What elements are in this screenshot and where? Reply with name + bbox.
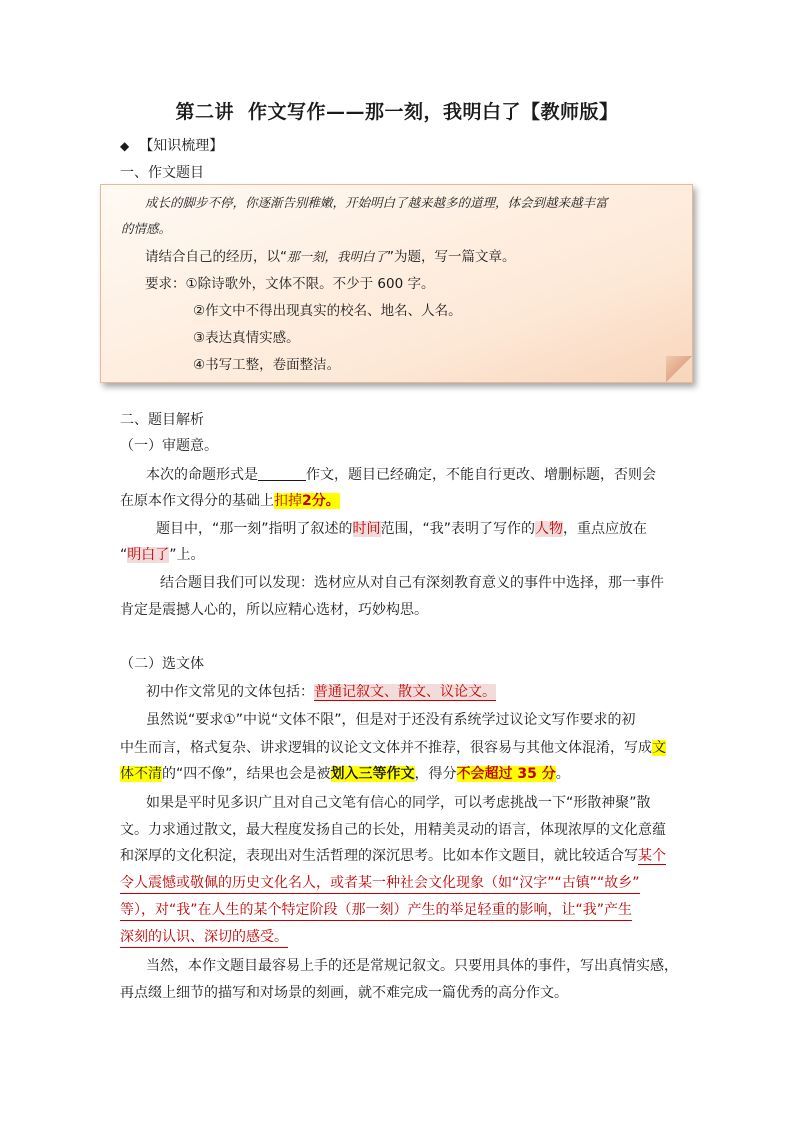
paragraph-2-line-2: “明白了”上。 [120,547,205,563]
paragraph-5-line-3: 体不清的“四不像”，结果也会是被划入三等作文，得分不会超过 35 分。 [120,766,570,782]
highlight-max-score: 不会超过 35 分 [456,766,556,782]
highlight-unclear-genre: 文 [652,740,666,756]
page-title [0,97,794,124]
paragraph-4: 初中作文常见的文体包括：普通记叙文、散文、议论文。 [146,684,496,700]
prompt-line: 成长的脚步不停，你逐渐告别稚嫩，开始明白了越来越多的道理，体会到越来越丰富 [145,195,608,210]
highlight-deduct: 扣掉 [274,493,302,509]
paragraph-3-line-1: 结合题目我们可以发现：选材应从对自己有深刻教育意义的事件中选择，那一事件 [160,575,664,591]
paragraph-7-line-1: 当然，本作文题目最容易上手的还是常规记叙文。只要用具体的事件，写出真情实感， [146,958,678,974]
prompt-title-text: 那一刻，我明白了 [287,249,388,264]
requirement-4: ④书写工整，卷面整洁。 [193,357,341,373]
highlight-time: 时间 [352,521,381,537]
section-heading-analysis: 二、题目解析 [120,412,204,428]
highlight-person: 人物 [535,521,564,537]
paragraph-6-line-4: 令人震憾或敬佩的历史文化名人，或者某一种社会文化现象（如“汉字”“古镇”“故乡” [120,873,640,894]
prompt-line: 的情感。 [121,221,172,236]
paragraph-2-line-1: 题目中，“那一刻”指明了叙述的时间范围，“我”表明了写作的人物，重点应放在 [156,521,648,537]
paragraph-6-line-3: 和深厚的文化积淀，表现出对生活哲理的深沉思考。比如本作文题目，就比较适合写某个 [120,848,666,864]
highlight-points: 2分。 [302,493,340,509]
subsection-heading-1: （一）审题意。 [120,438,218,454]
subsection-heading-2: （二）选文体 [120,656,204,672]
section-heading-topic: 一、作文题目 [120,165,204,181]
paragraph-6-line-6: 深刻的认识、深切的感受。 [120,927,288,948]
title-lecture: 第二讲 [175,101,234,123]
prompt-instruction: 请结合自己的经历，以“那一刻，我明白了”为题，写一篇文章。 [145,249,516,265]
prompt-card [100,184,693,383]
knowledge-heading: 【知识梳理】 [139,138,224,154]
requirement-1: 要求：①除诗歌外，文体不限。不少于 600 字。 [145,276,435,292]
paragraph-6-line-5: 等），对“我”在人生的某个特定阶段（那一刻）产生的举足轻重的影响，让“我”产生 [120,900,632,921]
highlight-third-grade: 划入三等作文 [330,766,415,782]
paragraph-7-line-2: 再点缀上细节的描写和对场景的刻画，就不难完成一篇优秀的高分作文。 [120,985,568,1001]
paragraph-6-line-2: 文。力求通过散文，最大程度发扬自己的长处，用精美灵动的语言，体现浓厚的文化意蕴 [120,822,666,838]
fill-in-blank [258,466,306,481]
knowledge-heading-line [120,136,223,156]
page-curl-icon [666,356,692,382]
paragraph-1-line-1: 本次的命题形式是 作文，题目已经确定，不能自行更改、增删标题，否则会 [146,467,656,483]
highlight-genres: 普通记叙文、散文、议论文。 [314,684,496,700]
requirement-2: ②作文中不得出现真实的校名、地名、人名。 [193,303,462,319]
paragraph-5-line-2: 中生而言，格式复杂、讲求逻辑的议论文文体并不推荐，很容易与其他文体混淆，写成文 [120,740,666,756]
diamond-bullet-icon: ◆ [120,139,130,153]
title-topic: 作文写作——那一刻，我明白了【教师版】 [248,101,619,123]
paragraph-3-line-2: 肯定是震撼人心的，所以应精心选材，巧妙构思。 [120,602,428,618]
requirement-3: ③表达真情实感。 [193,330,300,346]
highlight-understood: 明白了 [127,547,170,563]
paragraph-1-line-2: 在原本作文得分的基础上扣掉2分。 [120,493,340,509]
paragraph-6-line-1: 如果是平时见多识广且对自己文笔有信心的同学，可以考虑挑战一下“形散神聚”散 [146,795,651,811]
paragraph-5-line-1: 虽然说“要求①”中说“文体不限”，但是对于还没有系统学过议论文写作要求的初 [146,712,636,728]
